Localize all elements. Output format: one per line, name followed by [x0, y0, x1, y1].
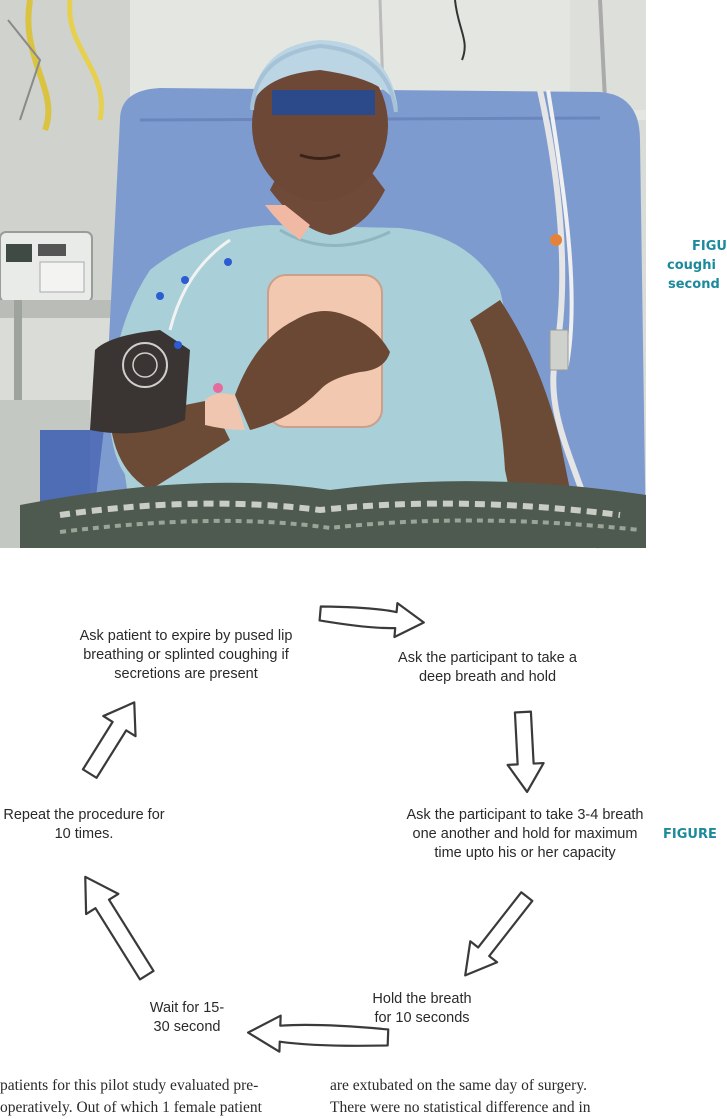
arrow-top [319, 597, 426, 640]
patient-photo [0, 0, 646, 548]
step-hold-breath: Hold the breath for 10 seconds [372, 991, 472, 1026]
body-text-right [330, 1075, 648, 1119]
arrow-right-lower [452, 886, 540, 986]
figure-caption-label: FIGURE [663, 827, 717, 842]
arrow-right-upper [505, 711, 545, 793]
figure-caption-line: second [668, 277, 720, 292]
figure-caption-label: FIGU [692, 239, 727, 254]
body-text-line: operatively. Out of which 1 female patient [0, 1099, 262, 1116]
body-text-left [0, 1075, 310, 1119]
body-text-line: patients for this pilot study evaluated pre- [0, 1077, 259, 1094]
step-take-breaths: Ask the participant to take 3-4 breath one another and hold for maximum time upto his or her capacity [406, 807, 644, 861]
eye-censor-bar [272, 90, 375, 115]
step-expire: Ask patient to expire by pused lip breathing or splinted coughing if secretions are present [79, 628, 293, 682]
step-wait: Wait for 15-30 second [149, 1000, 225, 1035]
arrow-left-lower [69, 867, 163, 986]
figure-caption-line: coughi [667, 258, 716, 273]
step-repeat: Repeat the procedure for 10 times. [3, 807, 165, 842]
arrow-bottom [247, 1015, 388, 1056]
body-text-line: are extubated on the same day of surgery. [330, 1077, 587, 1094]
body-text-line: There were no statistical difference and in [330, 1099, 591, 1116]
arrow-left-upper [74, 692, 151, 783]
step-deep-breath: Ask the participant to take a deep breath and hold [398, 650, 577, 685]
